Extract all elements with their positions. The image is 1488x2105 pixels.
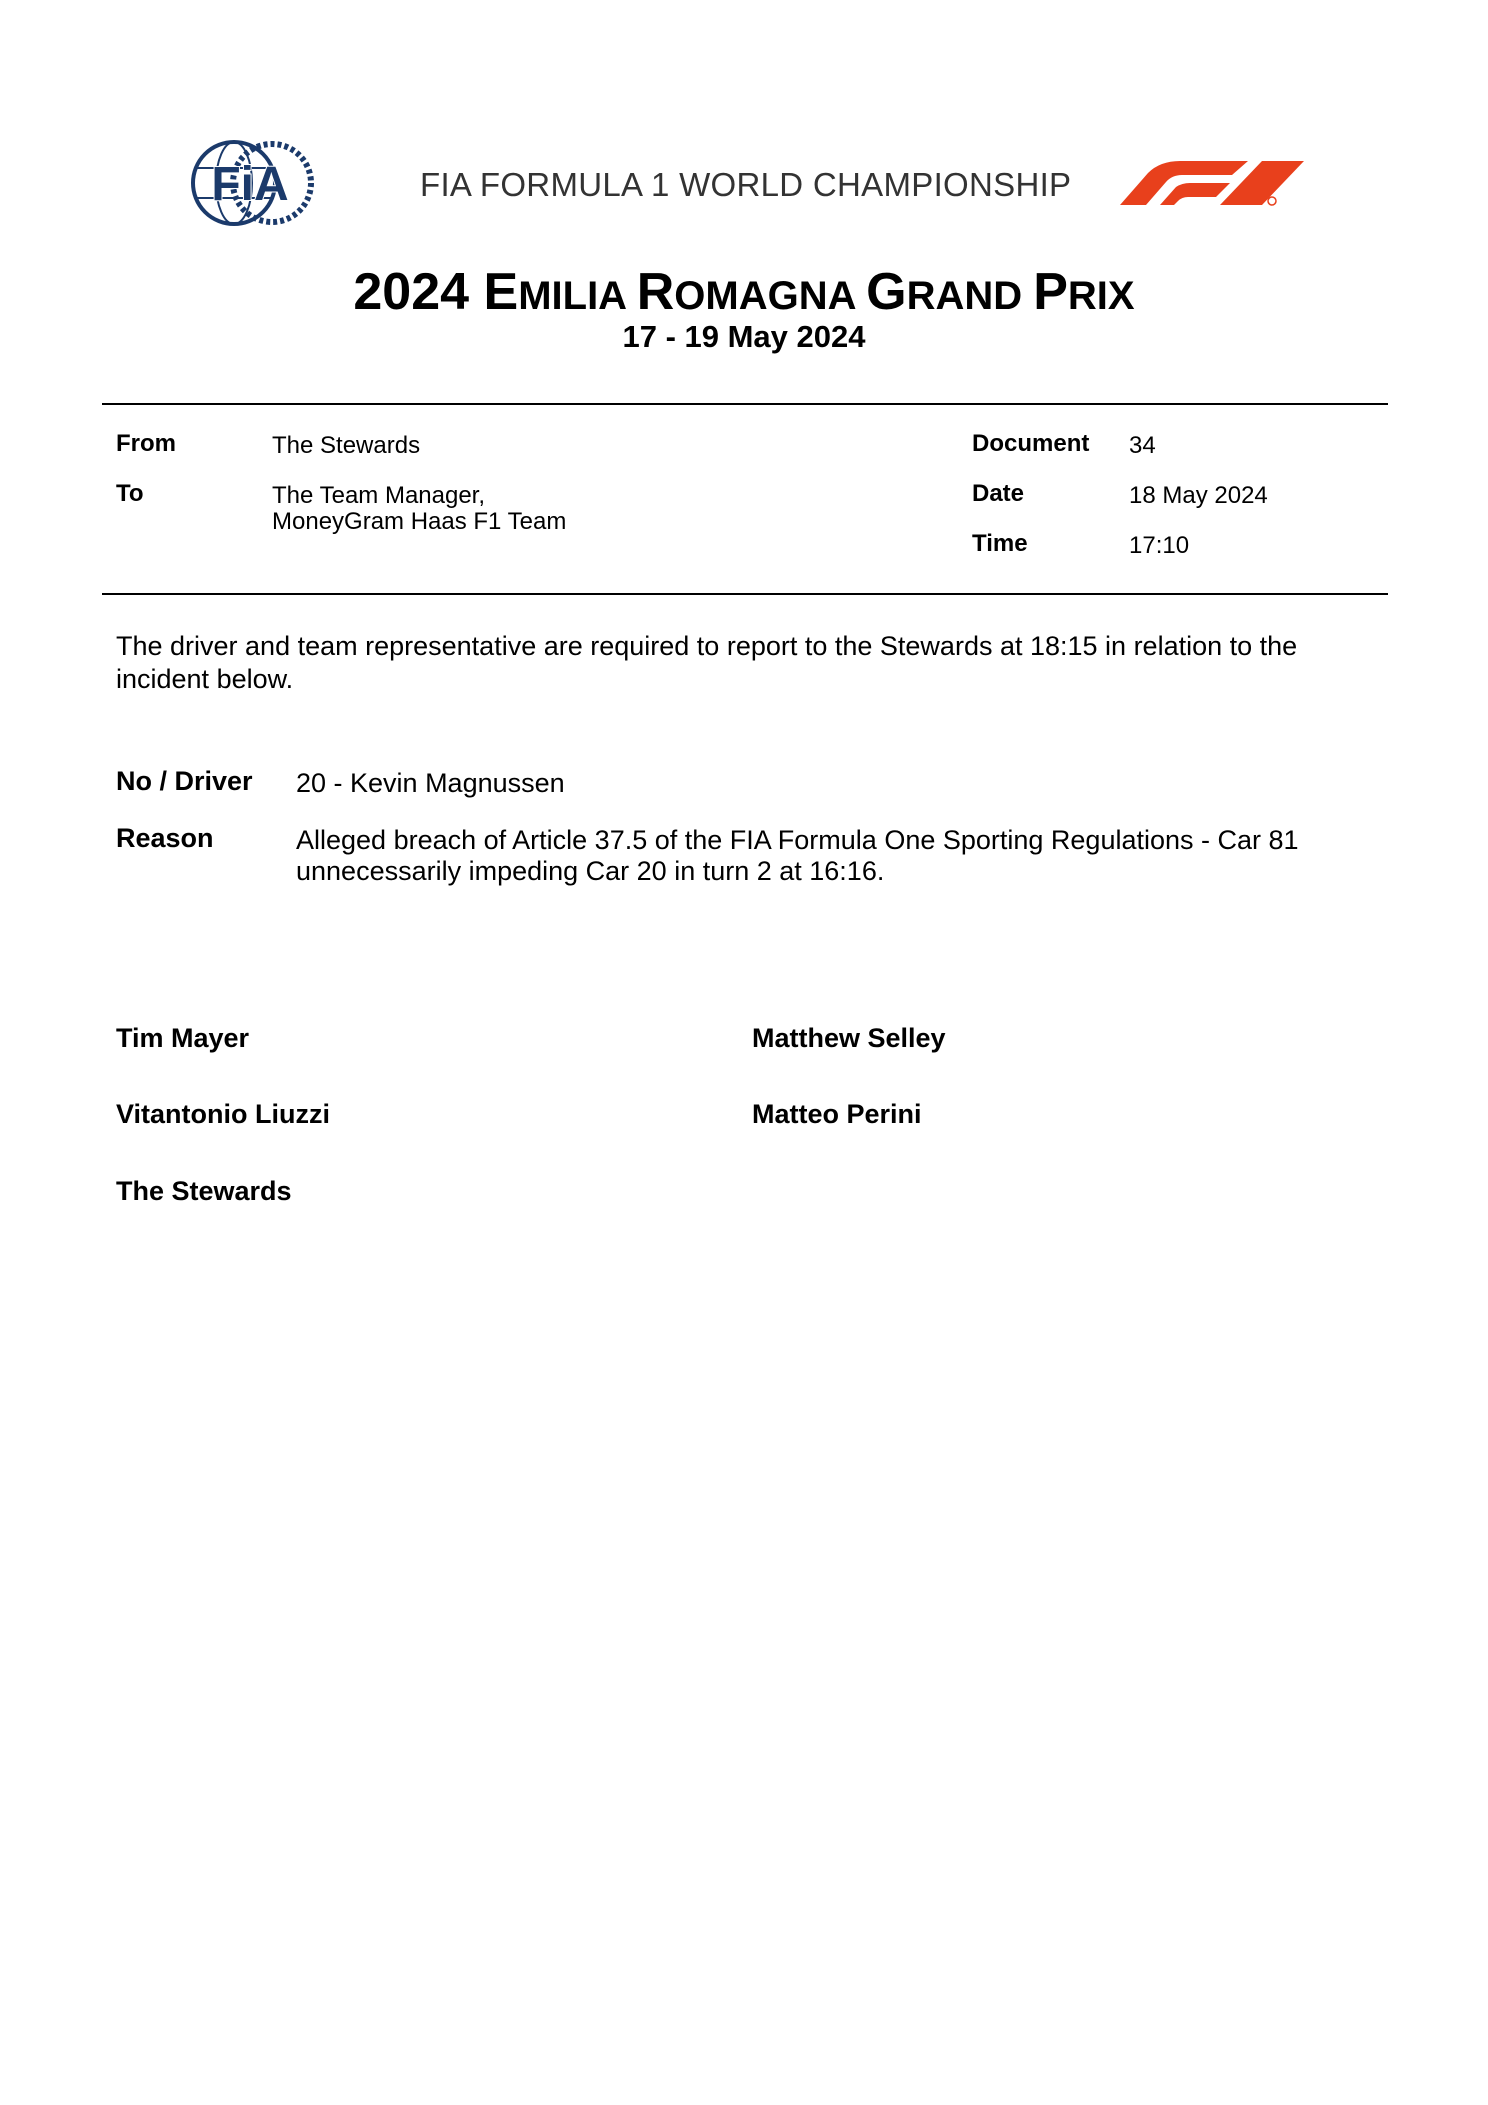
f1-logo (1120, 157, 1304, 207)
document-label: Document (972, 430, 1090, 457)
divider-top (102, 403, 1388, 405)
reason-label: Reason (116, 823, 214, 853)
document-value: 34 (1129, 432, 1156, 459)
time-value: 17:10 (1129, 532, 1190, 559)
date-value: 18 May 2024 (1129, 482, 1268, 509)
fia-logo (190, 138, 316, 228)
event-title: 2024 EMILIA ROMAGNA GRAND PRIX (353, 263, 1135, 321)
to-value-line1: The Team Manager, (272, 482, 486, 509)
summons-text: The driver and team representative are required to report to the Stewards at 18:15 in relation to the incident below. (116, 631, 1298, 694)
championship-title: FIA FORMULA 1 WORLD CHAMPIONSHIP (420, 166, 1072, 203)
from-label: From (116, 430, 176, 457)
to-label: To (116, 480, 144, 507)
steward-signature: Matthew Selley (752, 1023, 946, 1053)
fia-logo-text: FiA (211, 158, 289, 211)
driver-label: No / Driver (116, 766, 253, 796)
stewards-signoff: The Stewards (116, 1176, 292, 1206)
time-label: Time (972, 530, 1028, 557)
divider-bottom (102, 593, 1388, 595)
reason-value: Alleged breach of Article 37.5 of the FIA Formula One Sporting Regulations - Car 81 unnecessarily impeding Car 20 in turn 2 at 16:16. (296, 825, 1299, 886)
event-dates: 17 - 19 May 2024 (622, 319, 866, 354)
to-value-line2: MoneyGram Haas F1 Team (272, 508, 567, 535)
steward-signature: Vitantonio Liuzzi (116, 1099, 330, 1129)
steward-signature: Matteo Perini (752, 1099, 922, 1129)
steward-signature: Tim Mayer (116, 1023, 250, 1053)
driver-value: 20 - Kevin Magnussen (296, 768, 565, 798)
date-label: Date (972, 480, 1025, 507)
from-value: The Stewards (272, 432, 421, 459)
